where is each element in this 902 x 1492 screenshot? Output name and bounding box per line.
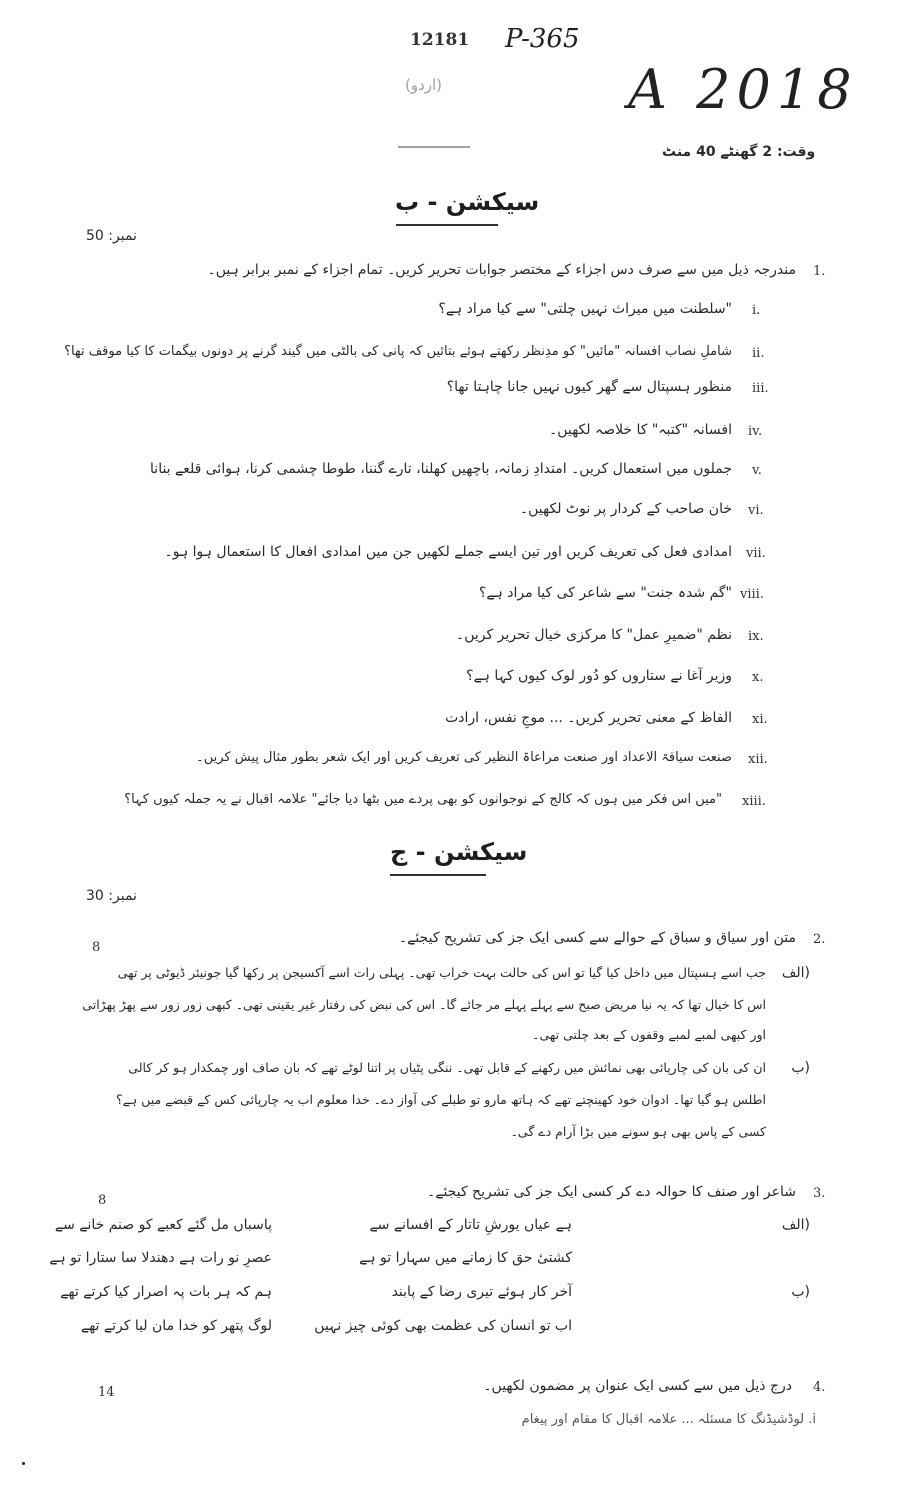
section-b-underline (396, 224, 498, 226)
scan-speck (22, 1462, 25, 1465)
q1-part-text: "گم شدہ جنت" سے شاعر کی کیا مراد ہے؟ (478, 585, 732, 601)
q4-marks: 14 (98, 1385, 115, 1400)
q2-part-a-line: اس کا خیال تھا کہ یہ نیا مریض صبح سے پہلے پہلے مر جائے گا۔ اس کی نبض کی رفتار غیر یقینی تھی۔ کبھی زور زور سے پھڑ پھڑاتی (82, 997, 766, 1012)
section-c-marks: نمبر: 30 (86, 888, 137, 904)
q2-instruction: متن اور سیاق و سباق کے حوالے سے کسی ایک جز کی تشریح کیجئے۔ (398, 930, 796, 946)
q1-part-text: شاملِ نصاب افسانہ "مائیں" کو مدِنظر رکھتے ہوئے بتائیں کہ پانی کی بالٹی میں گیند گرنے پر دونوں بیگمات کا کیا موقف تھا؟ (64, 344, 732, 359)
q1-part-label: viii. (740, 587, 764, 602)
q3-verse-left: لوگ پتھر کو خدا مان لیا کرتے تھے (80, 1318, 272, 1334)
q4-topics: i. لوڈشیڈنگ کا مسئلہ ... علامہ اقبال کا مقام اور پیغام (521, 1412, 816, 1427)
q3-verse-left: عصرِ نو رات ہے دھندلا سا ستارا تو ہے (49, 1250, 272, 1266)
q1-part-text: الفاظ کے معنی تحریر کریں۔ ... موجِ نفس، ارادت (445, 710, 732, 726)
section-b-marks: نمبر: 50 (86, 228, 137, 244)
q1-part-label: vii. (746, 546, 766, 561)
q2-part-b-line: اطلس ہو گیا تھا۔ ادوان خود کھینچتے تھے کہ ہاتھ مارو تو طبلے کی آواز دے۔ خدا معلوم اب یہ چارپائی کس کے قبضے میں ہے؟ (115, 1092, 766, 1107)
q2-part-a-label: (الف (781, 965, 810, 981)
q2-part-b-line: ان کی بان کی چارپائی بھی نمائش میں رکھنے کے قابل تھی۔ ننگی پٹیاں پر اتنا لوٹے تھے کہ بان صاف اور چمکدار ہو کر کالی (128, 1060, 766, 1075)
q1-part-text: منظور ہسپتال سے گھر کیوں نہیں جانا چاہتا تھا؟ (446, 379, 732, 395)
q3-part-a-label: (الف (781, 1217, 810, 1233)
q1-part-label: vi. (748, 503, 764, 518)
q1-part-text: افسانہ "کتبہ" کا خلاصہ لکھیں۔ (549, 422, 732, 438)
paper-code: 12181 (410, 30, 470, 50)
q1-part-text: نظم "ضمیرِ عمل" کا مرکزی خیال تحریر کریں۔ (456, 627, 732, 643)
q3-instruction: شاعر اور صنف کا حوالہ دے کر کسی ایک جز کی تشریح کیجئے۔ (427, 1184, 796, 1200)
q1-part-label: v. (752, 463, 762, 478)
q1-part-label: iii. (752, 381, 769, 396)
q1-part-text: "سلطنت میں میراث نہیں چلتی" سے کیا مراد ہے؟ (438, 301, 732, 317)
q1-part-text: "میں اس فکر میں ہوں کہ کالج کے نوجوانوں کو بھی پردے میں بٹھا دیا جائے" علامہ اقبال نے یہ جملہ کیوں کہا؟ (124, 792, 722, 807)
q1-part-text: صنعت سیاقۃ الاعداد اور صنعت مراعاۃ النظیر کی تعریف کریں اور ایک شعر بطور مثال پیش کریں۔ (196, 750, 732, 765)
q4-instruction: درج ذیل میں سے کسی ایک عنوان پر مضمون لکھیں۔ (483, 1378, 792, 1394)
header-underline (398, 146, 470, 148)
q1-part-text: وزیر آغا نے ستاروں کو دُور لوک کیوں کہا ہے؟ (466, 668, 732, 684)
q2-part-b-label: (ب (791, 1060, 810, 1076)
handwritten-year: A 2018 (628, 58, 858, 121)
q1-part-label: xi. (752, 712, 768, 727)
q1-part-label: xii. (748, 752, 768, 767)
q1-part-label: x. (752, 670, 764, 685)
q4-number: 4. (813, 1380, 826, 1395)
q3-part-b-label: (ب (791, 1284, 810, 1300)
q3-verse-right: کشتیٔ حق کا زمانے میں سہارا تو ہے (359, 1250, 572, 1266)
q1-part-label: ix. (748, 629, 764, 644)
handwritten-code: P-365 (505, 24, 580, 54)
q1-instruction: مندرجہ ذیل میں سے صرف دس اجزاء کے مختصر جوابات تحریر کریں۔ تمام اجزاء کے نمبر برابر ہیں۔ (207, 262, 796, 278)
q3-verse-left: پاسباں مل گئے کعبے کو صنم خانے سے (54, 1217, 272, 1233)
q1-part-text: امدادی فعل کی تعریف کریں اور تین ایسے جملے لکھیں جن میں امدادی افعال کا استعمال ہوا ہو۔ (164, 544, 732, 560)
q3-number: 3. (813, 1186, 826, 1201)
q3-verse-right: آخر کار ہوئے تیری رضا کے پابند (391, 1284, 572, 1300)
q2-marks: 8 (92, 940, 101, 955)
section-c-underline (390, 874, 486, 876)
q1-part-text: خان صاحب کے کردار پر نوٹ لکھیں۔ (519, 501, 732, 517)
q2-number: 2. (813, 932, 826, 947)
q3-marks: 8 (98, 1193, 107, 1208)
exam-time: وقت: 2 گھنٹے 40 منٹ (662, 144, 816, 160)
q3-verse-left: ہم کہ ہر بات پہ اصرار کیا کرتے تھے (60, 1284, 272, 1300)
section-b-title: سیکشن - ب (395, 188, 540, 216)
q1-part-label: ii. (752, 346, 765, 361)
q1-part-text: جملوں میں استعمال کریں۔ امتدادِ زمانہ، باچھیں کھلنا، تارے گننا، طوطا چشمی کرنا، ہوائی قلعے بنانا (150, 461, 732, 477)
q2-part-a-line: اور کبھی لمبے لمبے وقفوں کے بعد چلتی تھی۔ (532, 1027, 766, 1042)
q3-verse-right: اب تو انسان کی عظمت بھی کوئی چیز نہیں (314, 1318, 572, 1334)
q1-part-label: xiii. (742, 794, 766, 809)
q2-part-b-line: کسی کے پاس بھی ہو سونے میں بڑا آرام دے گی۔ (510, 1124, 766, 1139)
section-c-title: سیکشن - ج (390, 838, 528, 866)
q1-number: 1. (813, 264, 826, 279)
q2-part-a-line: جب اسے ہسپتال میں داخل کیا گیا تو اس کی حالت بہت خراب تھی۔ پہلی رات اسے آکسیجن پر رکھا گیا جونیئر ڈیوٹی پر تھی (117, 965, 766, 980)
q1-part-label: iv. (748, 424, 763, 439)
q1-part-label: i. (752, 303, 761, 318)
subject-label: (اردو) (405, 76, 443, 94)
q3-verse-right: ہے عیاں یورشِ تاتار کے افسانے سے (369, 1217, 572, 1233)
